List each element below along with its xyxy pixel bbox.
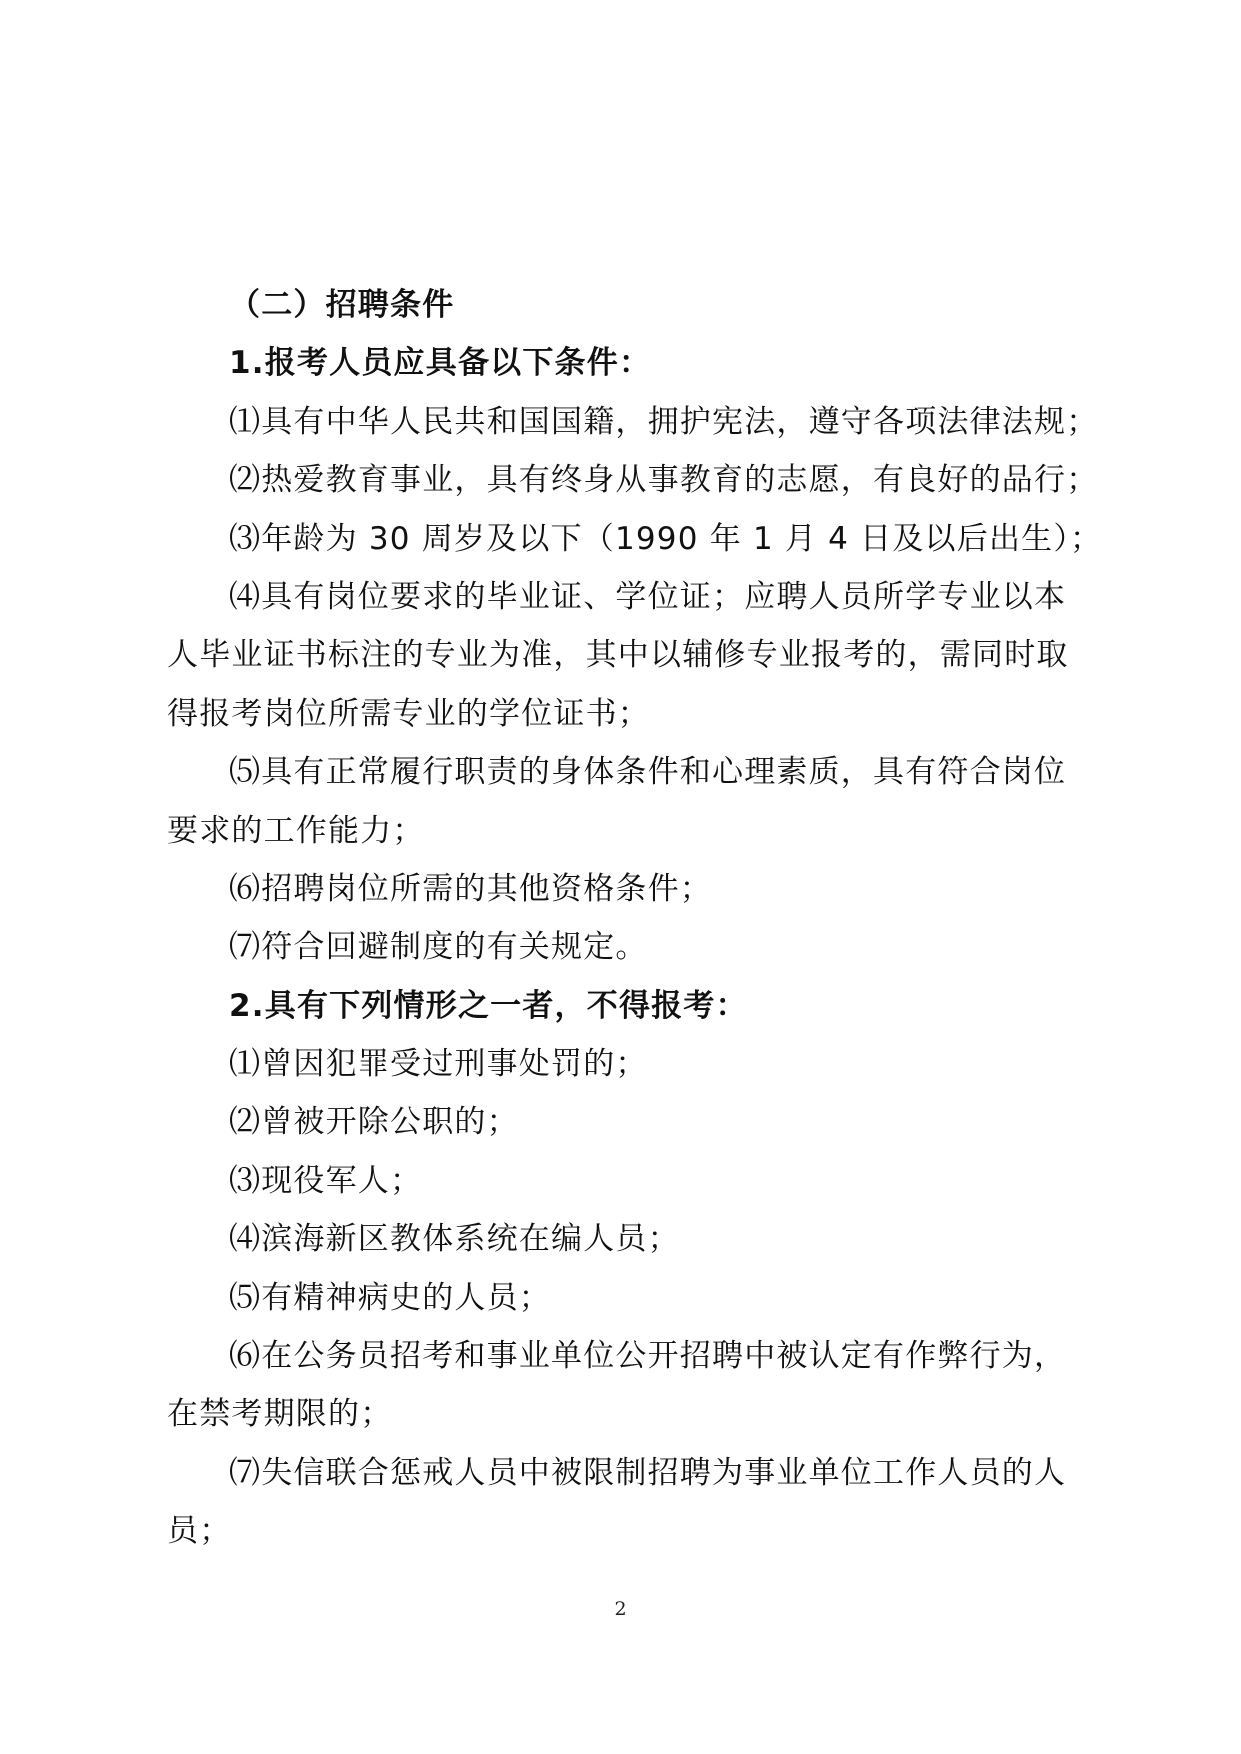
- part2-item-1: ⑴曾因犯罪受过刑事处罚的；: [229, 1046, 648, 1083]
- part2-item-7-line1: ⑺失信联合惩戒人员中被限制招聘为事业单位工作人员的人: [229, 1454, 1067, 1491]
- part1-item-4-line2: 人毕业证书标注的专业为准，其中以辅修专业报考的，需同时取: [167, 637, 1069, 674]
- part1-item-5-line1: ⑸具有正常履行职责的身体条件和心理素质，具有符合岗位: [229, 754, 1067, 791]
- part2-item-3: ⑶现役军人；: [229, 1162, 423, 1199]
- part2-item-2: ⑵曾被开除公职的；: [229, 1104, 519, 1141]
- part1-heading: 1.报考人员应具备以下条件：: [229, 345, 652, 382]
- part1-item-4-line3: 得报考岗位所需专业的学位证书；: [167, 695, 650, 732]
- part2-item-4: ⑷滨海新区教体系统在编人员；: [229, 1221, 680, 1258]
- part1-item-5-line2: 要求的工作能力；: [167, 812, 425, 849]
- part1-item-6: ⑹招聘岗位所需的其他资格条件；: [229, 870, 712, 907]
- part1-item-7: ⑺符合回避制度的有关规定。: [229, 929, 648, 966]
- part2-item-6-line1: ⑹在公务员招考和事业单位公开招聘中被认定有作弊行为，: [229, 1338, 1067, 1375]
- part1-item-2: ⑵热爱教育事业，具有终身从事教育的志愿，有良好的品行；: [229, 462, 1099, 499]
- document-body: [167, 276, 1103, 1561]
- part2-item-7-line2: 员；: [167, 1513, 232, 1550]
- part2-item-6-line2: 在禁考期限的；: [167, 1396, 393, 1433]
- section-title: （二）招聘条件: [229, 287, 455, 323]
- part1-item-1: ⑴具有中华人民共和国国籍，拥护宪法，遵守各项法律法规；: [229, 403, 1099, 440]
- part2-heading: 2.具有下列情形之一者，不得报考：: [229, 987, 748, 1024]
- page-number: 2: [614, 1598, 627, 1620]
- part2-item-5: ⑸有精神病史的人员；: [229, 1279, 551, 1316]
- part1-item-3: ⑶年龄为 30 周岁及以下（1990 年 1 月 4 日及以后出生）；: [229, 520, 1103, 557]
- part1-item-4-line1: ⑷具有岗位要求的毕业证、学位证；应聘人员所学专业以本: [229, 578, 1067, 615]
